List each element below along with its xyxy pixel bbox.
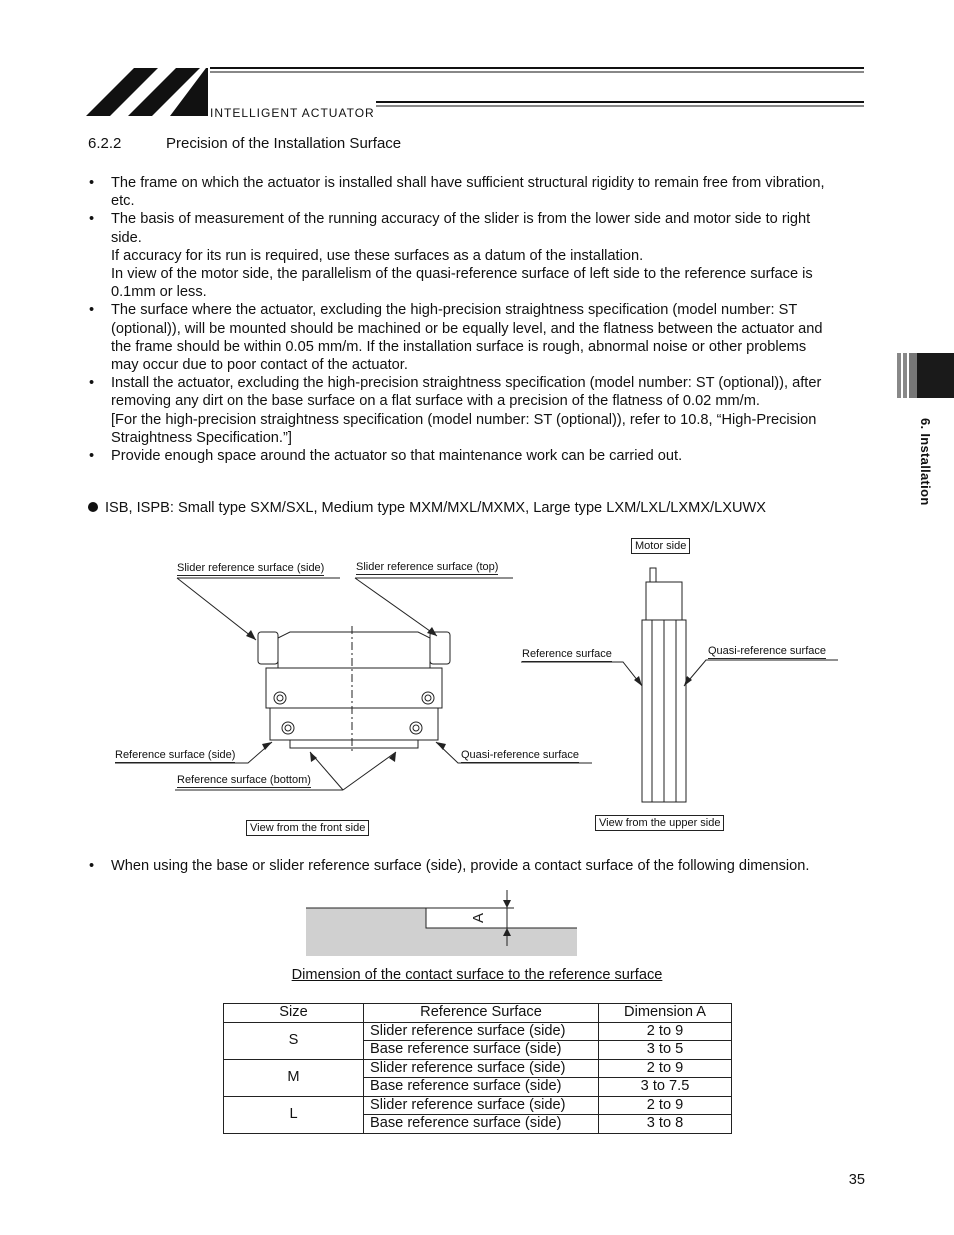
upper-view-drawing (642, 568, 686, 802)
chapter-tab-marker (897, 353, 954, 398)
bullet-item: • The basis of measurement of the running accuracy of the slider is from the lower side and motor side to right side. If accuracy for its run is required, use these surfaces as a datum of the installation. In view of the motor side, the parallelism of the quasi-reference surface of left side to the reference surface is 0.1mm or less. (88, 210, 878, 301)
label-quasi-ref-front: Quasi-reference surface (461, 749, 579, 761)
logo-text: INTELLIGENT ACTUATOR (210, 106, 375, 120)
dimension-table (223, 1003, 732, 1134)
filled-circle-icon (88, 502, 98, 512)
front-view-drawing (258, 626, 450, 752)
label-slider-ref-side: Slider reference surface (side) (177, 562, 325, 574)
section-heading (88, 135, 401, 152)
label-ref-surface: Reference surface (522, 648, 612, 660)
label-view-front: View from the front side (246, 820, 369, 836)
label-slider-ref-top: Slider reference surface (top) (356, 561, 499, 573)
table-row: S Slider reference surface (side) 2 to 9 (224, 1022, 732, 1041)
page-number: 35 (848, 1172, 865, 1188)
bullet-item: • The frame on which the actuator is installed shall have sufficient structural rigidity to remain free from vibration, etc. (88, 174, 878, 210)
table-row: L Slider reference surface (side) 2 to 9 (224, 1096, 732, 1115)
iai-logo-icon (86, 68, 208, 116)
bullet-item: • The surface where the actuator, excluding the high-precision straightness specification (model number: ST (optional)), will be mounted should be machined or be equally level, and the flatness between the actuator and the frame should be within 0.05 mm/m. If the installation surface is rough, abnormal noise or other problems may occur due to poor contact of the actuator. (88, 301, 878, 374)
header-logo (86, 66, 866, 120)
model-line: ISB, ISPB: Small type SXM/SXL, Medium type MXM/MXL/MXMX, Large type LXM/LXL/LXMX/LXUWX (88, 500, 766, 516)
section-title: Precision of the Installation Surface (166, 135, 402, 152)
installation-figure (0, 530, 954, 850)
table-row: Base reference surface (side) 3 to 7.5 (224, 1078, 732, 1097)
table-row: Base reference surface (side) 3 to 8 (224, 1115, 732, 1134)
label-ref-bottom: Reference surface (bottom) (177, 774, 311, 786)
label-quasi-ref-upper: Quasi-reference surface (708, 645, 826, 657)
label-ref-side: Reference surface (side) (115, 749, 236, 761)
table-row: M Slider reference surface (side) 2 to 9 (224, 1059, 732, 1078)
chapter-side-tab: 6. Installation (918, 418, 933, 506)
section-number: 6.2.2 (88, 135, 122, 152)
bullet-item: • Provide enough space around the actuator so that maintenance work can be carried out. (88, 447, 878, 465)
table-caption: Dimension of the contact surface to the reference surface (291, 967, 663, 983)
label-motor-side: Motor side (631, 538, 690, 554)
label-view-upper: View from the upper side (595, 815, 724, 831)
table-row: Base reference surface (side) 3 to 5 (224, 1041, 732, 1060)
bullet-list (88, 174, 878, 465)
contact-surface-diagram (300, 888, 584, 960)
dimension-a-label: A (470, 912, 487, 924)
table-header-row: Size Reference Surface Dimension A (224, 1004, 732, 1023)
bullet-item: • Install the actuator, excluding the high-precision straightness specification (model number: ST (optional)), after removing any dirt on the base surface on a flat surface with a precision of the flatness of 0.02 mm/m. [For the high-precision straightness specification (model number: ST (optional)), refer to 10.8, “High-Precision Straightness Specification.”] (88, 374, 878, 447)
contact-note: • When using the base or slider reference surface (side), provide a contact surface of the following dimension. (88, 858, 809, 874)
